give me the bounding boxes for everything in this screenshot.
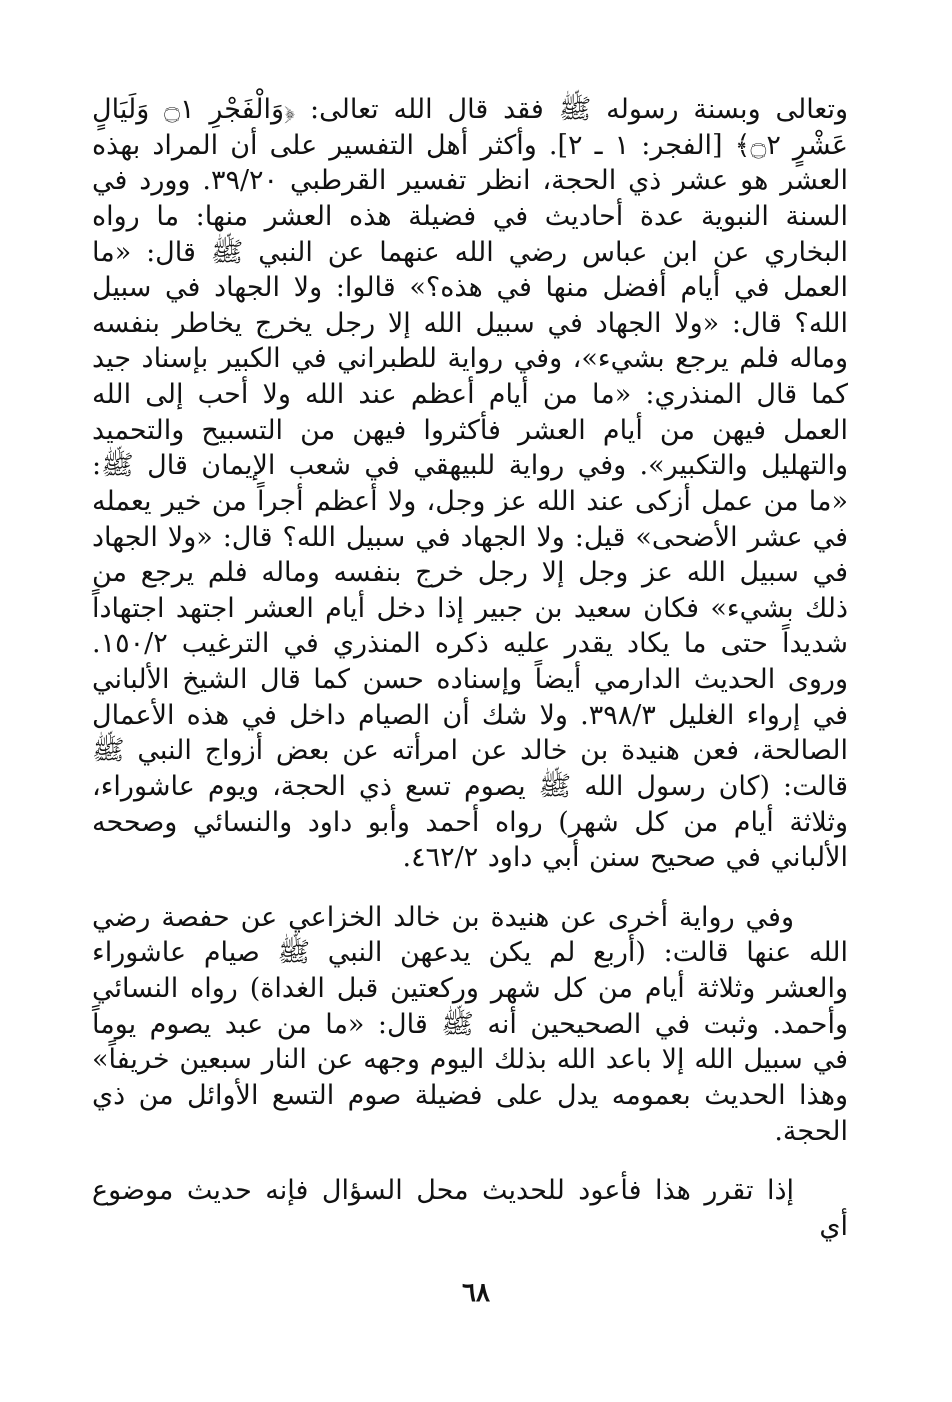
paragraph-1: وتعالى وبسنة رسوله ﷺ فقد قال الله تعالى: ﴿وَالْفَجْرِ ۝١ وَلَيَالٍ عَشْرٍ ۝٢﴾ [الفجر: ١ ـ ٢]. وأكثر أهل التفسير على أن المراد بهذه العشر هو عشر ذي الحجة، انظر تفسير القرطبي ٣٩/٢٠. وورد في السنة النبوية عدة أحاديث في فضيلة هذه العشر منها: ما رواه البخاري عن ابن عباس رضي الله عنهما عن النبي ﷺ قال: «ما العمل في أيام أفضل منها في هذه؟» قالوا: ولا الجهاد في سبيل الله؟ قال: «ولا الجهاد في سبيل الله إلا رجل يخرج يخاطر بنفسه وماله فلم يرجع بشيء»، وفي رواية للطبراني في الكبير بإسناد جيد كما قال المنذري: «ما من أيام أعظم عند الله ولا أحب إلى الله العمل فيهن من أيام العشر فأكثروا فيهن من التسبيح والتحميد والتهليل والتكبير». وفي رواية للبيهقي في شعب الإيمان قال ﷺ: «ما من عمل أزكى عند الله عز وجل، ولا أعظم أجراً من خير يعمله في عشر الأضحى» قيل: ولا الجهاد في سبيل الله؟ قال: «ولا الجهاد في سبيل الله عز وجل إلا رجل خرج بنفسه وماله فلم يرجع من ذلك بشيء» فكان سعيد بن جبير إذا دخل أيام العشر اجتهد اجتهاداً شديداً حتى ما يكاد يقدر عليه ذكره المنذري في الترغيب ١٥٠/٢. وروى الحديث الدارمي أيضاً وإسناده حسن كما قال الشيخ الألباني في إرواء الغليل ٣٩٨/٣. ولا شك أن الصيام داخل في هذه الأعمال الصالحة، فعن هنيدة بن خالد عن امرأته عن بعض أزواج النبي ﷺ قالت: (كان رسول الله ﷺ يصوم تسع ذي الحجة، ويوم عاشوراء، وثلاثة أيام من كل شهر) رواه أحمد وأبو داود والنسائي وصححه الألباني في صحيح سنن أبي داود ٤٦٢/٢.: [92, 94, 849, 874]
paragraph-3: إذا تقرر هذا فأعود للحديث محل السؤال فإنه حديث موضوع أي: [92, 1175, 848, 1242]
paragraph-2: وفي رواية أخرى عن هنيدة بن خالد الخزاعي عن حفصة رضي الله عنها قالت: (أربع لم يكن يدعهن النبي ﷺ صيام عاشوراء والعشر وثلاثة أيام من كل شهر وركعتين قبل الغداة) رواه النسائي وأحمد. وثبت في الصحيحين أنه ﷺ قال: «ما من عبد يصوم يوماً في سبيل الله إلا باعد الله بذلك اليوم وجهه عن النار سبعين خريفاً» وهذا الحديث بعمومه يدل على فضيلة صوم التسع الأوائل من ذي الحجة.: [92, 901, 848, 1147]
page-body: [92, 92, 848, 1244]
page-number: ٦٨: [462, 1278, 490, 1308]
